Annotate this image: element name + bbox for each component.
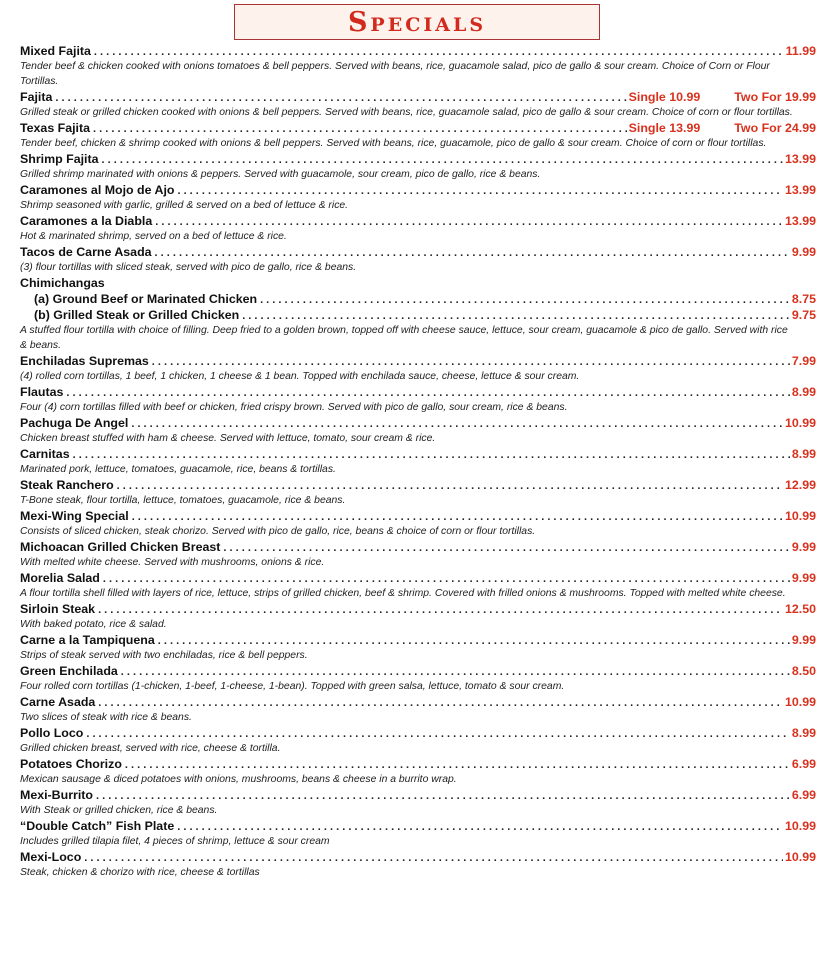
menu-item [20,307,816,353]
menu-item-row [20,508,816,524]
dot-leader [132,509,783,524]
dot-leader [158,633,790,648]
dot-leader [131,416,783,431]
menu-item [20,570,816,601]
menu-item [20,89,816,120]
menu-item [20,384,816,415]
menu-item-price: 8.99 [791,385,816,399]
menu-item [20,694,816,725]
menu-item-price: 8.99 [791,726,816,740]
menu-item-price: 10.99 [784,695,816,709]
dot-leader [102,152,783,167]
menu-item-description: (3) flour tortillas with sliced steak, served with pico de gallo, rice & beans. [20,262,357,273]
menu-item-row [20,725,816,741]
menu-item-description: Marinated pork, lettuce, tomatoes, guacamole, rice, beans & tortillas. [20,464,336,475]
menu-item-row [20,353,816,369]
menu-item-description: Tender beef, chicken & shrimp cooked with onions & bell peppers. Served with beans, rice, guacamole, pico de gallo & sour cream. Choice of corn or flour tortillas. [20,138,767,149]
menu-item-name: Mexi-Loco [20,850,82,864]
dot-leader [177,183,783,198]
menu-item-row [20,291,816,307]
menu-item-name: Shrimp Fajita [20,152,99,166]
menu-item [20,477,816,508]
menu-item-price: 8.75 [791,292,816,306]
menu-item-name: Pachuga De Angel [20,416,129,430]
menu-item-name: Mixed Fajita [20,44,91,58]
dot-leader [117,478,783,493]
dot-leader [96,788,790,803]
dot-leader [66,385,789,400]
dot-leader [55,90,626,105]
dot-leader [155,245,790,260]
menu-item-description: Four (4) corn tortillas filled with beef or chicken, fried crispy brown. Served with pico de gallo, sour cream, rice & beans. [20,402,568,413]
dot-leader [93,121,627,136]
menu-item-name: Carnitas [20,447,70,461]
menu-item-price: 10.99 [784,850,816,864]
menu-item-price-two: Two For 24.99 [734,121,816,135]
menu-item-name: Chimichangas [20,276,105,290]
menu-item-price: 13.99 [784,214,816,228]
menu-item-row [20,477,816,493]
menu-item-price: 8.50 [791,664,816,678]
menu-item-name: (a) Ground Beef or Marinated Chicken [34,292,258,306]
menu-item-price: 9.75 [791,308,816,322]
menu-item [20,415,816,446]
menu-item-description: Shrimp seasoned with garlic, grilled & served on a bed of lettuce & rice. [20,200,349,211]
menu-item-row [20,446,816,462]
menu-item-row [20,849,816,865]
menu-item-price-two: Two For 19.99 [734,90,816,104]
menu-item-row [20,120,816,136]
menu-item-name: Texas Fajita [20,121,91,135]
menu-item-row [20,182,816,198]
dot-leader [223,540,789,555]
menu-item [20,756,816,787]
menu-item-name: Steak Ranchero [20,478,114,492]
page-title: Specials [347,6,487,38]
menu-item [20,213,816,244]
menu-item-description: Tender beef & chicken cooked with onions tomatoes & bell peppers. Served with beans, rice, guacamole salad, pico de gallo & sour cream. Choice of Corn or Flour Tortillas. [20,61,770,87]
menu-item-row [20,213,816,229]
menu-item [20,182,816,213]
menu-item-description: Includes grilled tilapia filet, 4 pieces of shrimp, lettuce & sour cream [20,836,330,847]
dot-leader [125,757,790,772]
menu-item-price: 6.99 [791,757,816,771]
menu-item-description: Grilled shrimp marinated with onions & peppers. Served with guacamole, sour cream, pico de gallo, rice & beans. [20,169,541,180]
menu-item-name: Green Enchilada [20,664,118,678]
menu-item-row [20,244,816,260]
menu-list [20,43,816,880]
menu-item-row [20,415,816,431]
menu-item-price: 10.99 [784,819,816,833]
menu-item-price: 9.99 [791,540,816,554]
menu-item-name: Fajita [20,90,53,104]
menu-item-name: Caramones a la Diabla [20,214,153,228]
menu-item-name: Potatoes Chorizo [20,757,122,771]
dot-leader [84,850,783,865]
menu-item-name: “Double Catch” Fish Plate [20,819,175,833]
menu-item-description: (4) rolled corn tortillas, 1 beef, 1 chicken, 1 cheese & 1 bean. Topped with enchilada sauce, cheese, lettuce & sour cream. [20,371,580,382]
menu-item-row [20,539,816,555]
menu-item-row [20,663,816,679]
menu-item [20,151,816,182]
dot-leader [103,571,790,586]
menu-item-price: Single 10.99 [628,90,701,104]
menu-item-row [20,632,816,648]
menu-item-row [20,275,816,291]
menu-item-name: Flautas [20,385,64,399]
dot-leader [121,664,790,679]
menu-item-price: 12.99 [784,478,816,492]
menu-item [20,818,816,849]
menu-item-row [20,151,816,167]
menu-item [20,632,816,663]
menu-item-price: 9.99 [791,633,816,647]
dot-leader [98,602,783,617]
menu-item-row [20,89,816,105]
menu-item-name: Carne Asada [20,695,96,709]
specials-title-box [234,4,600,40]
dot-leader [177,819,783,834]
menu-item-row [20,787,816,803]
menu-item [20,508,816,539]
dot-leader [94,44,784,59]
menu-item-price: 13.99 [784,183,816,197]
menu-item-price: 12.50 [784,602,816,616]
menu-item-description: With melted white cheese. Served with mushrooms, onions & rice. [20,557,325,568]
menu-item [20,120,816,151]
menu-item-description: Chicken breast stuffed with ham & cheese. Served with lettuce, tomato, sour cream & rice. [20,433,436,444]
menu-item [20,244,816,275]
menu-item [20,275,816,291]
menu-item-row [20,570,816,586]
menu-item-name: Mexi-Wing Special [20,509,129,523]
menu-item [20,663,816,694]
menu-item-description: Steak, chicken & chorizo with rice, cheese & tortillas [20,867,260,878]
dot-leader [73,447,790,462]
menu-item [20,43,816,89]
menu-item-name: Michoacan Grilled Chicken Breast [20,540,221,554]
menu-item-price: Single 13.99 [628,121,701,135]
menu-item [20,601,816,632]
menu-item-row [20,384,816,400]
menu-item [20,539,816,570]
dot-leader [152,354,790,369]
menu-item-description: A stuffed flour tortilla with choice of filling. Deep fried to a golden brown, topped off with cheese sauce, lettuce, sour cream, guacamole & pico de gallo. Served with rice & beans. [20,325,788,351]
menu-item-name: Tacos de Carne Asada [20,245,152,259]
menu-item-price: 10.99 [784,416,816,430]
menu-item-row [20,818,816,834]
menu-item-description: T-Bone steak, flour tortilla, lettuce, tomatoes, guacamole, rice & beans. [20,495,346,506]
menu-item [20,849,816,880]
menu-item-description: Four rolled corn tortillas (1-chicken, 1-beef, 1-cheese, 1-bean). Topped with green salsa, lettuce, tomato & sour cream. [20,681,565,692]
menu-item-name: Pollo Loco [20,726,84,740]
menu-item-price: 13.99 [784,152,816,166]
menu-item-row [20,601,816,617]
menu-item-description: Strips of steak served with two enchiladas, rice & bell peppers. [20,650,308,661]
dot-leader [155,214,783,229]
menu-item [20,446,816,477]
menu-item-price: 6.99 [791,788,816,802]
menu-item-description: Two slices of steak with rice & beans. [20,712,192,723]
menu-item-description: Grilled steak or grilled chicken cooked with onions & bell peppers. Served with beans, rice, guacamole salad, pico de gallo & sour cream. Choice of corn or flour tortillas. [20,107,793,118]
menu-item-description: With baked potato, rice & salad. [20,619,167,630]
menu-item-price: 9.99 [791,571,816,585]
menu-item-description: A flour tortilla shell filled with layers of rice, lettuce, strips of grilled chicken, beef & shrimp. Covered with frilled onions & mushrooms. Topped with melted white cheese. [20,588,786,599]
menu-item-description: Mexican sausage & diced potatoes with onions, mushrooms, beans & cheese in a burrito wrap. [20,774,457,785]
menu-item-row [20,307,816,323]
menu-item [20,725,816,756]
menu-item-description: Consists of sliced chicken, steak chorizo. Served with pico de gallo, rice, beans & choice of corn or flour tortillas. [20,526,536,537]
dot-leader [242,308,790,323]
menu-item [20,291,816,307]
menu-item-name: Enchiladas Supremas [20,354,149,368]
menu-item-price: 10.99 [784,509,816,523]
menu-item-price: 8.99 [791,447,816,461]
menu-item [20,353,816,384]
menu-item-description: Hot & marinated shrimp, served on a bed of lettuce & rice. [20,231,287,242]
dot-leader [98,695,783,710]
menu-item-price: 7.99 [791,354,816,368]
menu-item-name: Sirloin Steak [20,602,96,616]
menu-item-description: Grilled chicken breast, served with rice, cheese & tortilla. [20,743,281,754]
dot-leader [86,726,790,741]
menu-item-row [20,43,816,59]
menu-item-name: Caramones al Mojo de Ajo [20,183,175,197]
menu-item-row [20,756,816,772]
menu-item-row [20,694,816,710]
menu-item-name: Morelia Salad [20,571,100,585]
menu-item-description: With Steak or grilled chicken, rice & beans. [20,805,218,816]
menu-item-name: Carne a la Tampiquena [20,633,155,647]
menu-item-name: (b) Grilled Steak or Grilled Chicken [34,308,240,322]
menu-item-price: 11.99 [785,44,816,58]
menu-item-price: 9.99 [791,245,816,259]
menu-item-name: Mexi-Burrito [20,788,93,802]
menu-item [20,787,816,818]
dot-leader [260,292,790,307]
